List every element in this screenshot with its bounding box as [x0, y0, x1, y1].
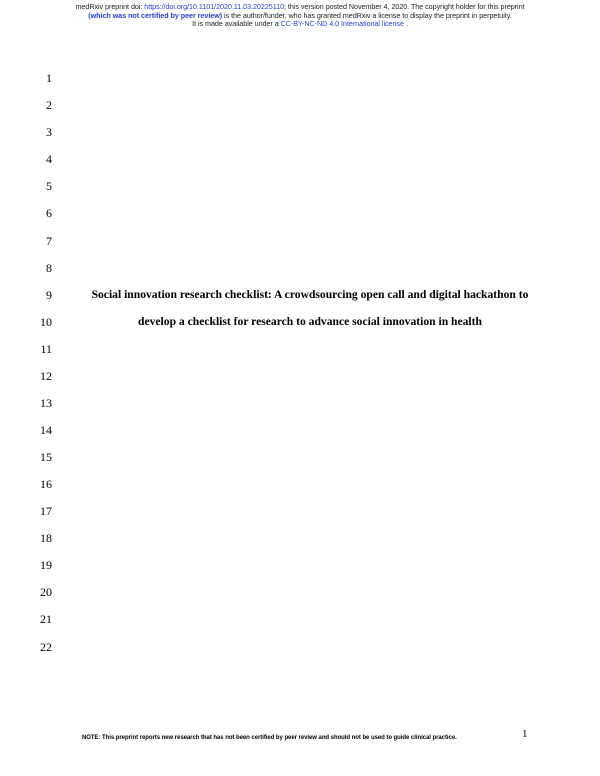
preprint-header: [0, 3, 600, 29]
peer-review-notice: (which was not certified by peer review): [88, 10, 223, 20]
line-number: 3: [46, 125, 52, 139]
line-number: 2: [46, 98, 52, 112]
line-number: 18: [40, 531, 52, 545]
license-grant-text: is the author/funder, who has granted medRxiv a license to display the preprint in perpetuity.: [222, 10, 512, 20]
header-line-3: [0, 20, 600, 29]
line-number: 14: [40, 423, 52, 437]
doi-link[interactable]: https://doi.org/10.1101/2020.11.03.20225110: [144, 2, 285, 11]
line-number: 22: [40, 640, 52, 654]
line-number: 13: [40, 396, 52, 410]
paper-title-line-1: Social innovation research checklist: A crowdsourcing open call and digital hackathon to: [91, 288, 529, 301]
line-number: 11: [40, 342, 52, 356]
line-number: 6: [46, 206, 52, 220]
line-number: 5: [46, 179, 52, 193]
line-number: 8: [46, 261, 52, 275]
line-number: 16: [40, 477, 52, 491]
line-number: 10: [40, 315, 52, 329]
license-link[interactable]: CC-BY-NC-ND 4.0 International license: [280, 19, 404, 29]
paper-title-line-2: develop a checklist for research to advance social innovation in health: [138, 315, 482, 328]
line-number: 17: [40, 504, 52, 518]
header-version-text: ; this version posted November 4, 2020. The copyright holder for this preprint: [284, 2, 525, 11]
license-prefix: It is made available under a: [192, 19, 281, 29]
line-number: 19: [40, 558, 52, 572]
line-number: 12: [40, 369, 52, 383]
license-suffix: .: [403, 19, 408, 29]
line-number: 20: [40, 585, 52, 599]
line-number: 21: [40, 612, 52, 626]
line-number: 15: [40, 450, 52, 464]
page-number: 1: [522, 728, 528, 740]
line-number: 1: [46, 71, 52, 85]
peer-review-disclaimer: NOTE: This preprint reports new research that has not been certified by peer review and should not be used to guide clinical practice.: [82, 735, 457, 741]
header-prefix: medRxiv preprint doi:: [75, 2, 145, 11]
line-number: 9: [46, 288, 52, 302]
line-number: 4: [46, 152, 52, 166]
line-number: 7: [46, 234, 52, 248]
